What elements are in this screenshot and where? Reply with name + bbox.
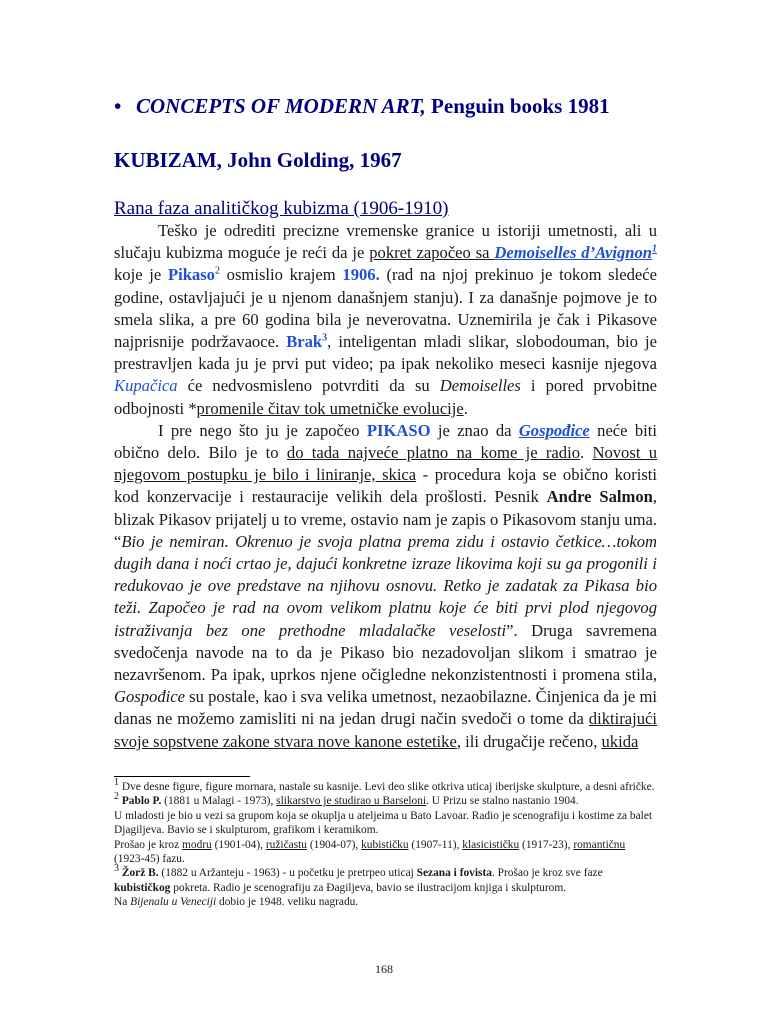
text: neće biti obično delo. Bilo je to (114, 420, 657, 463)
artist-name: Brak (286, 332, 323, 352)
underlined-text: do tada najveće platno na kome je radio (286, 443, 581, 463)
quotation: Bio je nemiran. Okrenuo je svoja platna prema zidu i ostavio četkice…tokom dugih dana i noći crtao je, dajući konkretne izraze likovima koji su ga progonili i redukovao je ove predstave na njihovu osnovu. Retko je zadatak za Pikasa bio teži. Započeo je rad na ovom velikom platnu koje će biti prvi plod njegovog istraživanja bez one prethodne mladalačke veselosti (114, 531, 657, 640)
footnote-2-line3 (114, 838, 657, 867)
paragraph-2 (114, 420, 657, 753)
text: ”. Druga savremena svedočenja navode na to da je Pikaso bio nezadovoljan slikom i smatrao je nezavršenom. Pa ipak, uprkos njene očigledne nekonzistentnosti i promena stila, (114, 620, 657, 685)
underlined-text: modru (182, 838, 212, 851)
artwork-title: Gospođice (518, 420, 590, 440)
footnote-name: Pablo P. (119, 795, 162, 808)
text: je znao da (430, 420, 519, 440)
footnote-3 (114, 863, 657, 895)
footnote-2 (114, 791, 657, 808)
artist-name: Pikaso (167, 265, 215, 285)
text: . (580, 443, 593, 463)
footnote-text: Na (114, 896, 131, 909)
footnote-1 (114, 777, 657, 794)
footnote-text: (1923-45) fazu. (114, 853, 185, 866)
footnotes (114, 777, 657, 910)
paragraph-1 (114, 220, 657, 420)
artwork-title: Demoiselles d’Avignon (494, 243, 652, 263)
text: Teško je odrediti precizne vremenske granice u istoriji umetnosti, ali u slučaju kubizma moguće je reći da je (114, 221, 657, 263)
underlined-text: promenile čitav tok umetničke evolucije (196, 398, 464, 418)
footnote-number: 3 (114, 863, 119, 875)
footnote-text: (1882 u Aržanteju - 1963) - u početku je pretrpeo uticaj (158, 867, 417, 880)
underlined-text: slikarstvo je studirao u Barseloni (276, 795, 427, 808)
footnote-text: (1901-04), (211, 838, 266, 851)
footnote-2-line2: U mladosti je bio u vezi sa grupom koja se okuplja u ateljeima u Bato Lavoar. Radio je scenografiju i kostime za balet Djagiljeva. Bavio se i skulpturom, grafikom i keramikom. (114, 809, 653, 837)
text: . (463, 398, 468, 418)
text: koje je (114, 265, 168, 285)
underlined-text: klasicističku (462, 838, 520, 851)
footnote-ref-1[interactable]: 1 (652, 243, 657, 255)
italic-text: Bijenalu u Veneciji (130, 896, 217, 909)
subsection-heading: Rana faza analitičkog kubizma (1906-1910) (114, 198, 449, 219)
text: , ili drugačije rečeno, (456, 731, 602, 751)
footnote-text: . U Prizu se stalno nastanio 1904. (426, 795, 579, 808)
underlined-text: romantičnu (573, 838, 626, 851)
section-heading-book (114, 94, 754, 119)
footnote-ref-2[interactable]: 2 (214, 265, 220, 277)
underlined-text: pokret započeo sa (369, 243, 495, 263)
bold-text: kubističkog (114, 881, 171, 894)
text: I pre nego što ju je započeo (158, 420, 367, 440)
footnote-text: (1904-07), (307, 838, 362, 851)
book-title: CONCEPTS OF MODERN ART, (136, 94, 426, 118)
footnote-text: pokreta. Radio je scenografiju za Đagiljeva, bavio se ilustracijom knjiga i skulpturom. (170, 881, 567, 894)
bullet-icon: • (114, 94, 122, 118)
year-highlight: 1906. (342, 265, 380, 285)
text: , blizak Pikasov prijatelj u to vreme, ostavio nam je zapis o Pikasovom stanju uma. “ (114, 487, 657, 551)
footnote-text: Dve desne figure, figure mornara, nastale su kasnije. Levi deo slike otkriva uticaj iberijske skulpture, a desni afričke. (119, 781, 655, 793)
text: - procedura koja se obično koristi kod konzervacije i restauracije velikih dela prošlosti. Pesnik (114, 465, 658, 507)
footnote-text: (1907-11), (408, 838, 463, 851)
text: osmislio krajem (219, 265, 343, 285)
artist-name: PIKASO (366, 420, 431, 440)
artwork-title: Demoiselles (439, 376, 521, 396)
underlined-text: ružičastu (265, 838, 307, 851)
footnote-text: (1881 u Malagi - 1973), (161, 795, 277, 808)
text: (rad na njoj prekinuo je tokom sledeće godine, ostavljajući je u njenom današnjem stanju). I za današnje pojmove je to smela slika, a pre 60 godina bila je neverovatna. Uznemirila je čak i Pikasove najprisnije podržavaoce. (114, 265, 658, 352)
text: će nedvosmisleno potvrditi da su (177, 376, 440, 396)
footnote-3-line2 (114, 895, 657, 909)
text: , inteligentan mladi slikar, slobodouman, bio je prestravljen kada ju je prvi put video; pa ipak nekoliko meseci kasnije njegova (114, 332, 657, 374)
footnote-text: (1917-23), (519, 838, 574, 851)
footnote-name: Žorž B. (119, 867, 159, 880)
footnote-number: 1 (114, 777, 119, 789)
person-name: Andre Salmon (546, 487, 653, 507)
text: i pored prvobitne odbojnosti * (114, 376, 658, 418)
book-publisher: Penguin books 1981 (425, 94, 610, 118)
footnote-text: . Prošao je kroz sve faze (491, 867, 603, 880)
underlined-text: diktirajući svoje sopstvene zakone stvara nove kanone estetike (114, 709, 657, 751)
text: su postale, kao i sva velika umetnost, nezaobilazne. Činjenica da je mi danas ne možemo zamisliti ni na jedan drugi način svedoči o tome da (114, 687, 657, 729)
footnote-text: Prošao je kroz (114, 838, 183, 851)
body-text (114, 220, 657, 753)
footnote-ref-3[interactable]: 3 (322, 332, 328, 344)
footnote-text: dobio je 1948. veliku nagradu. (216, 896, 359, 909)
footnote-separator (114, 776, 250, 777)
underlined-text: kubističku (361, 838, 409, 851)
underlined-text: ukida (601, 731, 639, 751)
chapter-heading: KUBIZAM, John Golding, 1967 (114, 148, 402, 172)
bold-text: Sezana i fovista (416, 867, 492, 880)
artwork-title: Kupačica (114, 376, 178, 396)
underlined-text: Novost u njegovom postupku je bilo i liniranje, skica (114, 443, 658, 485)
footnote-number: 2 (114, 791, 119, 803)
artwork-title: Gospođice (114, 687, 185, 707)
page-number: 168 (375, 962, 393, 976)
